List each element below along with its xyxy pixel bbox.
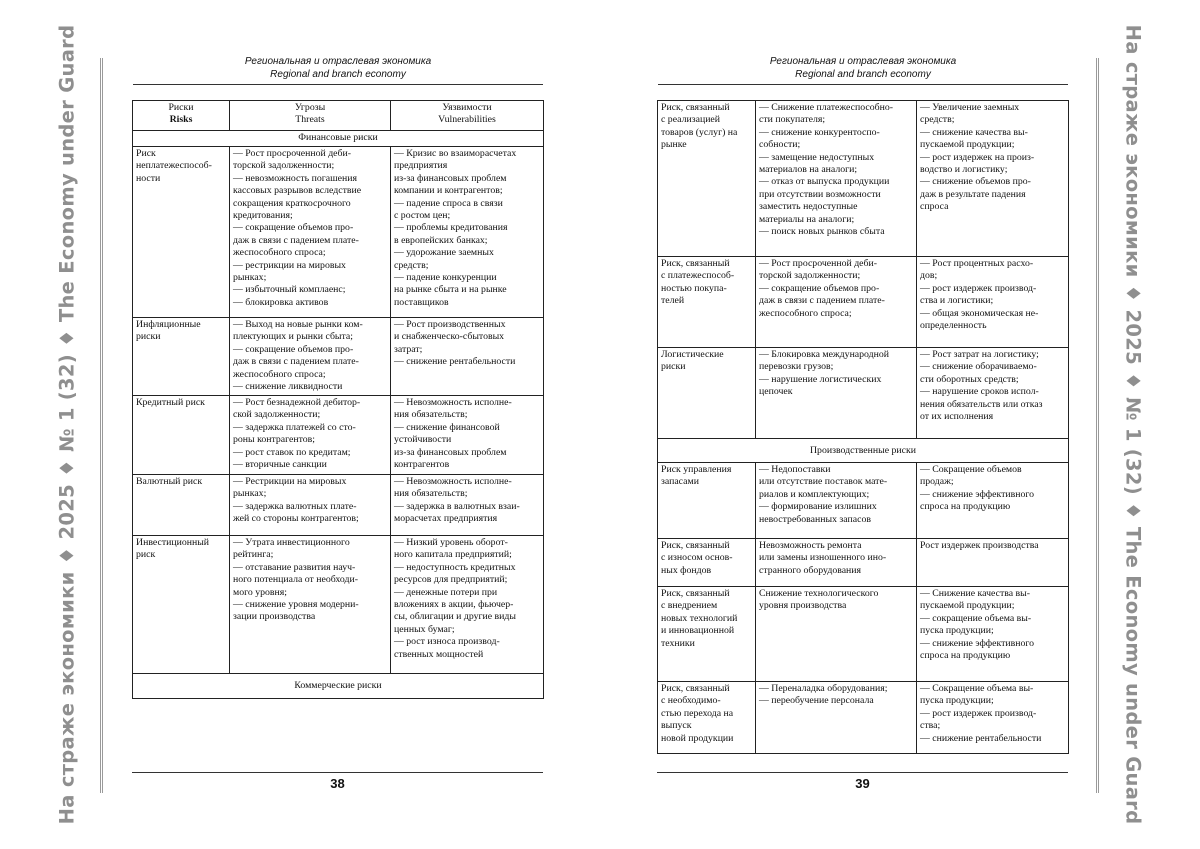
cell-line: пускаемой продукции;: [920, 139, 1015, 151]
cell-line: — избыточный комплаенс;: [233, 284, 346, 296]
risk-name-cell: [133, 396, 230, 475]
cell-line: или замены изношенного ино-: [759, 552, 887, 564]
vulnerabilities-cell: [917, 539, 1069, 587]
cell-line: — переобучение персонала: [759, 695, 874, 707]
cell-line: торской задолженности;: [233, 160, 335, 172]
cell-line: риски: [136, 331, 161, 343]
cell-line: компании и контрагентов;: [394, 185, 503, 197]
cell-line: — Невозможность исполне-: [394, 397, 512, 408]
cell-line: — рестрикции на мировых: [233, 259, 346, 271]
cell-line: — задержка платежей со сто-: [233, 421, 356, 433]
cell-line: ности: [136, 172, 161, 184]
vulnerabilities-cell: [391, 536, 544, 674]
cell-line: затрат;: [394, 343, 423, 355]
cell-line: ценных бумаг;: [394, 623, 455, 635]
table-row: [133, 318, 544, 396]
section-row: [133, 674, 544, 699]
cell-line: — снижение оборачиваемо-: [920, 361, 1037, 373]
risk-table-right: [657, 100, 1069, 754]
cell-line: жеспособного спроса;: [233, 368, 326, 380]
cell-line: — Невозможность исполне-: [394, 476, 512, 487]
cell-line: — снижение качества вы-: [920, 126, 1028, 138]
cell-line: — Сокращение объемов: [920, 464, 1022, 475]
page-number-right: 39: [657, 772, 1068, 791]
cell-line: ностью покупа-: [661, 282, 727, 294]
cell-line: дов;: [920, 270, 938, 282]
cell-line: вложениях в акции, фьючер-: [394, 599, 514, 611]
cell-line: — Выход на новые рынки ком-: [233, 319, 363, 330]
cell-line: материалов на аналоги;: [759, 164, 858, 176]
cell-line: — Рост производственных: [394, 319, 506, 330]
cell-line: — снижение рентабельности: [920, 732, 1042, 744]
table-row: [658, 463, 1069, 539]
table-row: [658, 101, 1069, 257]
threats-cell: [230, 147, 391, 318]
cell-line: — Переналадка оборудования;: [759, 683, 888, 694]
cell-line: Инфляционные: [136, 319, 201, 330]
running-header-ru: Региональная и отраслевая экономика: [769, 56, 957, 67]
cell-line: и снабженческо-сбытовых: [394, 331, 505, 343]
cell-line: — Утрата инвестиционного: [233, 537, 350, 548]
cell-line: — снижение объемов про-: [920, 176, 1031, 188]
threats-cell: [756, 463, 917, 539]
cell-line: морасчетах предприятия: [394, 513, 498, 525]
risk-name-cell: [133, 318, 230, 396]
cell-line: рейтинга;: [233, 549, 274, 561]
cell-line: сти покупателя;: [759, 114, 826, 126]
right-margin-line: [1096, 58, 1099, 793]
cell-line: ресурсов для предприятий;: [394, 574, 508, 586]
running-header-en: Regional and branch economy: [795, 68, 931, 80]
cell-line: — вторичные санкции: [233, 459, 327, 471]
cell-line: поставщиков: [394, 296, 449, 308]
cell-line: на рынке сбыта и на рынке: [394, 284, 507, 296]
cell-line: цепочек: [759, 386, 793, 398]
cell-line: сокращения краткосрочного: [233, 197, 351, 209]
cell-line: Невозможность ремонта: [759, 540, 862, 551]
cell-line: — снижение ликвидности: [233, 381, 343, 393]
vulnerabilities-cell: [917, 101, 1069, 257]
section-row: [133, 131, 544, 147]
cell-line: — снижение уровня модерни-: [233, 599, 359, 611]
running-header-left: [133, 56, 543, 85]
cell-line: новых технологий: [661, 612, 738, 624]
table-row: [658, 682, 1069, 754]
cell-line: — блокировка активов: [233, 296, 329, 308]
cell-line: выпуск: [661, 720, 692, 732]
cell-line: риалов и комплектующих;: [759, 488, 870, 500]
section-title: Финансовые риски: [133, 131, 544, 147]
risk-name-cell: [658, 539, 756, 587]
section-row: [658, 439, 1069, 463]
cell-line: ской задолженности;: [233, 409, 321, 421]
cell-line: даж в результате падения: [920, 188, 1026, 200]
cell-line: спроса на продукцию: [920, 650, 1011, 662]
page-number-left: 38: [132, 772, 543, 791]
cell-line: средств;: [394, 259, 429, 271]
table-row: [658, 257, 1069, 348]
cell-line: — падение конкуренции: [394, 272, 497, 284]
left-margin-line: [100, 58, 103, 793]
threats-cell: [756, 257, 917, 348]
threats-cell: [230, 396, 391, 475]
cell-line: Риск, связанный: [661, 540, 730, 551]
cell-line: новой продукции: [661, 732, 734, 744]
running-header-right: [658, 56, 1068, 85]
cell-line: — снижение рентабельности: [394, 356, 516, 368]
cell-line: — Низкий уровень оборот-: [394, 537, 508, 548]
cell-line: — Снижение качества вы-: [920, 588, 1031, 599]
cell-line: с ростом цен;: [394, 210, 451, 222]
cell-line: предприятия: [394, 160, 448, 172]
cell-line: — замещение недоступных: [759, 151, 875, 163]
cell-line: телей: [661, 295, 685, 307]
risk-name-cell: [133, 475, 230, 536]
section-title: Коммерческие риски: [133, 674, 544, 699]
cell-line: сы, облигации и другие виды: [394, 611, 516, 623]
cell-line: — невозможность погашения: [233, 172, 357, 184]
cell-line: зации производства: [233, 611, 316, 623]
cell-line: с износом основ-: [661, 552, 733, 564]
cell-line: — рост издержек производ-: [920, 282, 1037, 294]
table-row: [133, 147, 544, 318]
vulnerabilities-cell: [391, 318, 544, 396]
cell-line: с платежеспособ-: [661, 270, 735, 282]
cell-line: жеспособного спроса;: [759, 307, 852, 319]
cell-line: — Недопоставки: [759, 464, 831, 475]
risk-name-cell: [133, 147, 230, 318]
vulnerabilities-cell: [917, 587, 1069, 682]
cell-line: — Сокращение объема вы-: [920, 683, 1034, 694]
cell-line: — падение спроса в связи: [394, 197, 503, 209]
table-row: [658, 348, 1069, 439]
cell-line: — Блокировка международной: [759, 349, 890, 360]
cell-line: определенность: [920, 320, 987, 332]
cell-line: заместить недоступные: [759, 201, 858, 213]
threats-cell: [230, 318, 391, 396]
risk-name-cell: [658, 101, 756, 257]
cell-line: средств;: [920, 114, 955, 126]
cell-line: ства;: [920, 720, 941, 732]
cell-line: — снижение эффективного: [920, 488, 1035, 500]
cell-line: — сокращение объемов про-: [233, 343, 354, 355]
cell-line: даж в связи с падением плате-: [233, 234, 359, 246]
cell-line: устойчивости: [394, 434, 452, 446]
running-header-ru: Региональная и отраслевая экономика: [244, 56, 432, 67]
table-row: [133, 396, 544, 475]
cell-line: кредитования;: [233, 210, 293, 222]
table-row: [658, 587, 1069, 682]
cell-line: жеспособного спроса;: [233, 247, 326, 259]
cell-line: продаж;: [920, 476, 954, 488]
threats-cell: [756, 587, 917, 682]
table-row: [133, 475, 544, 536]
risk-name-cell: [133, 536, 230, 674]
threats-cell: [756, 539, 917, 587]
cell-line: ных фондов: [661, 564, 712, 576]
cell-line: торской задолженности;: [759, 270, 861, 282]
cell-line: — Рост затрат на логистику;: [920, 349, 1039, 360]
cell-line: ного капитала предприятий;: [394, 549, 512, 561]
cell-line: от их исполнения: [920, 411, 994, 423]
table-row: [133, 536, 544, 674]
cell-line: Инвестиционный: [136, 537, 210, 548]
cell-line: — нарушение сроков испол-: [920, 386, 1039, 398]
cell-line: даж в связи с падением плате-: [233, 356, 359, 368]
cell-line: ния обязательств;: [394, 488, 468, 500]
cell-line: риски: [661, 361, 686, 373]
column-header-risks: Риски Risks: [133, 101, 230, 131]
cell-line: плектующих и рынки сбыта;: [233, 331, 353, 343]
cell-line: — Рост просроченной деби-: [759, 258, 878, 269]
cell-line: спроса на продукцию: [920, 501, 1011, 513]
cell-line: — Рестрикции на мировых: [233, 476, 347, 487]
cell-line: перевозки грузов;: [759, 361, 834, 373]
cell-line: Риск, связанный: [661, 588, 730, 599]
vulnerabilities-cell: [917, 463, 1069, 539]
cell-line: — задержка в валютных взаи-: [394, 500, 520, 512]
cell-line: — Снижение платежеспособно-: [759, 102, 893, 113]
table-row: [658, 539, 1069, 587]
cell-line: — снижение финансовой: [394, 421, 500, 433]
running-header-en: Regional and branch economy: [270, 68, 406, 80]
column-header-threats: Угрозы Threats: [230, 101, 391, 131]
cell-line: — недоступность кредитных: [394, 561, 516, 573]
section-title: Производственные риски: [658, 439, 1069, 463]
cell-line: неплатежеспособ-: [136, 160, 212, 172]
cell-line: с необходимо-: [661, 695, 721, 707]
cell-line: Валютный риск: [136, 476, 203, 487]
cell-line: — рост ставок по кредитам;: [233, 446, 351, 458]
risk-name-cell: [658, 257, 756, 348]
cell-line: ного потенциала от необходи-: [233, 574, 358, 586]
threats-cell: [230, 536, 391, 674]
cell-line: — денежные потери при: [394, 586, 498, 598]
table-header-row: [133, 101, 544, 131]
cell-line: рынках;: [233, 488, 267, 500]
journal-side-title-left: На страже экономики ♦ 2025 ♦ № 1 (32) ♦ The Economy under Guard: [55, 24, 79, 825]
vulnerabilities-cell: [391, 475, 544, 536]
cell-line: — снижение эффективного: [920, 637, 1035, 649]
cell-line: риск: [136, 549, 156, 561]
cell-line: Риск, связанный: [661, 683, 730, 694]
cell-line: техники: [661, 637, 695, 649]
cell-line: при отсутствии возможности: [759, 188, 881, 200]
cell-line: — рост издержек на произ-: [920, 151, 1035, 163]
cell-line: — задержка валютных плате-: [233, 500, 357, 512]
column-header-vulnerabilities: Уязвимости Vulnerabilities: [391, 101, 544, 131]
cell-line: из-за финансовых проблем: [394, 446, 507, 458]
cell-line: — поиск новых рынков сбыта: [759, 226, 885, 238]
cell-line: нения обязательств или отказ: [920, 398, 1043, 410]
threats-cell: [756, 682, 917, 754]
cell-line: или отсутствие поставок мате-: [759, 476, 888, 488]
cell-line: рынке: [661, 139, 687, 151]
vulnerabilities-cell: [917, 348, 1069, 439]
cell-line: — сокращение объемов про-: [233, 222, 354, 234]
cell-line: — проблемы кредитования: [394, 222, 508, 234]
cell-line: кассовых разрывов вследствие: [233, 185, 362, 197]
cell-line: — Рост просроченной деби-: [233, 148, 352, 159]
cell-line: с реализацией: [661, 114, 721, 126]
cell-line: Риск, связанный: [661, 102, 730, 113]
cell-line: — отказ от выпуска продукции: [759, 176, 890, 188]
cell-line: — общая экономическая не-: [920, 307, 1039, 319]
cell-line: собности;: [759, 139, 801, 151]
cell-line: Рост издержек производства: [920, 540, 1039, 551]
cell-line: ственных мощностей: [394, 648, 484, 660]
cell-line: из-за финансовых проблем: [394, 172, 507, 184]
vulnerabilities-cell: [391, 147, 544, 318]
vulnerabilities-cell: [917, 682, 1069, 754]
vulnerabilities-cell: [391, 396, 544, 475]
journal-side-title-right: На страже экономики ♦ 2025 ♦ № 1 (32) ♦ The Economy under Guard: [1121, 24, 1145, 825]
cell-line: даж в связи с падением плате-: [759, 295, 885, 307]
cell-line: Кредитный риск: [136, 397, 205, 408]
cell-line: — Увеличение заемных: [920, 102, 1020, 113]
cell-line: — сокращение объемов про-: [759, 282, 880, 294]
cell-line: Снижение технологического: [759, 588, 879, 599]
cell-line: — формирование излишних: [759, 501, 877, 513]
cell-line: ния обязательств;: [394, 409, 468, 421]
cell-line: пуска продукции;: [920, 625, 994, 637]
cell-line: — рост износа производ-: [394, 636, 500, 648]
cell-line: невостребованных запасов: [759, 513, 871, 525]
cell-line: — отставание развития науч-: [233, 561, 356, 573]
risk-name-cell: [658, 682, 756, 754]
cell-line: — Рост безнадежной дебитор-: [233, 397, 361, 408]
cell-line: пускаемой продукции;: [920, 600, 1015, 612]
threats-cell: [756, 348, 917, 439]
cell-line: с внедрением: [661, 600, 718, 612]
risk-name-cell: [658, 463, 756, 539]
cell-line: водство и логистику;: [920, 164, 1008, 176]
cell-line: в европейских банках;: [394, 234, 488, 246]
cell-line: жей со стороны контрагентов;: [233, 513, 359, 525]
cell-line: — нарушение логистических: [759, 373, 882, 385]
cell-line: сти оборотных средств;: [920, 373, 1019, 385]
cell-line: ства и логистики;: [920, 295, 994, 307]
cell-line: — Кризис во взаиморасчетах: [394, 148, 517, 159]
cell-line: стью перехода на: [661, 707, 734, 719]
cell-line: — удорожание заемных: [394, 247, 494, 259]
cell-line: — Рост процентных расхо-: [920, 258, 1034, 269]
vulnerabilities-cell: [917, 257, 1069, 348]
risk-table-left: [132, 100, 544, 699]
cell-line: — снижение конкурентоспо-: [759, 126, 880, 138]
cell-line: Риск управления: [661, 464, 732, 475]
cell-line: — сокращение объема вы-: [920, 612, 1032, 624]
risk-name-cell: [658, 348, 756, 439]
cell-line: рынках;: [233, 272, 267, 284]
cell-line: и инновационной: [661, 625, 735, 637]
cell-line: материалы на аналоги;: [759, 213, 855, 225]
cell-line: товаров (услуг) на: [661, 126, 738, 138]
cell-line: пуска продукции;: [920, 695, 994, 707]
cell-line: спроса: [920, 201, 949, 213]
cell-line: Риск, связанный: [661, 258, 730, 269]
cell-line: странного оборудования: [759, 564, 862, 576]
cell-line: Риск: [136, 148, 156, 159]
cell-line: контрагентов: [394, 459, 450, 471]
threats-cell: [230, 475, 391, 536]
cell-line: запасами: [661, 476, 699, 488]
cell-line: роны контрагентов;: [233, 434, 316, 446]
risk-name-cell: [658, 587, 756, 682]
cell-line: мого уровня;: [233, 586, 288, 598]
cell-line: — рост издержек производ-: [920, 707, 1037, 719]
cell-line: Логистические: [661, 349, 724, 360]
threats-cell: [756, 101, 917, 257]
cell-line: уровня производства: [759, 600, 847, 612]
